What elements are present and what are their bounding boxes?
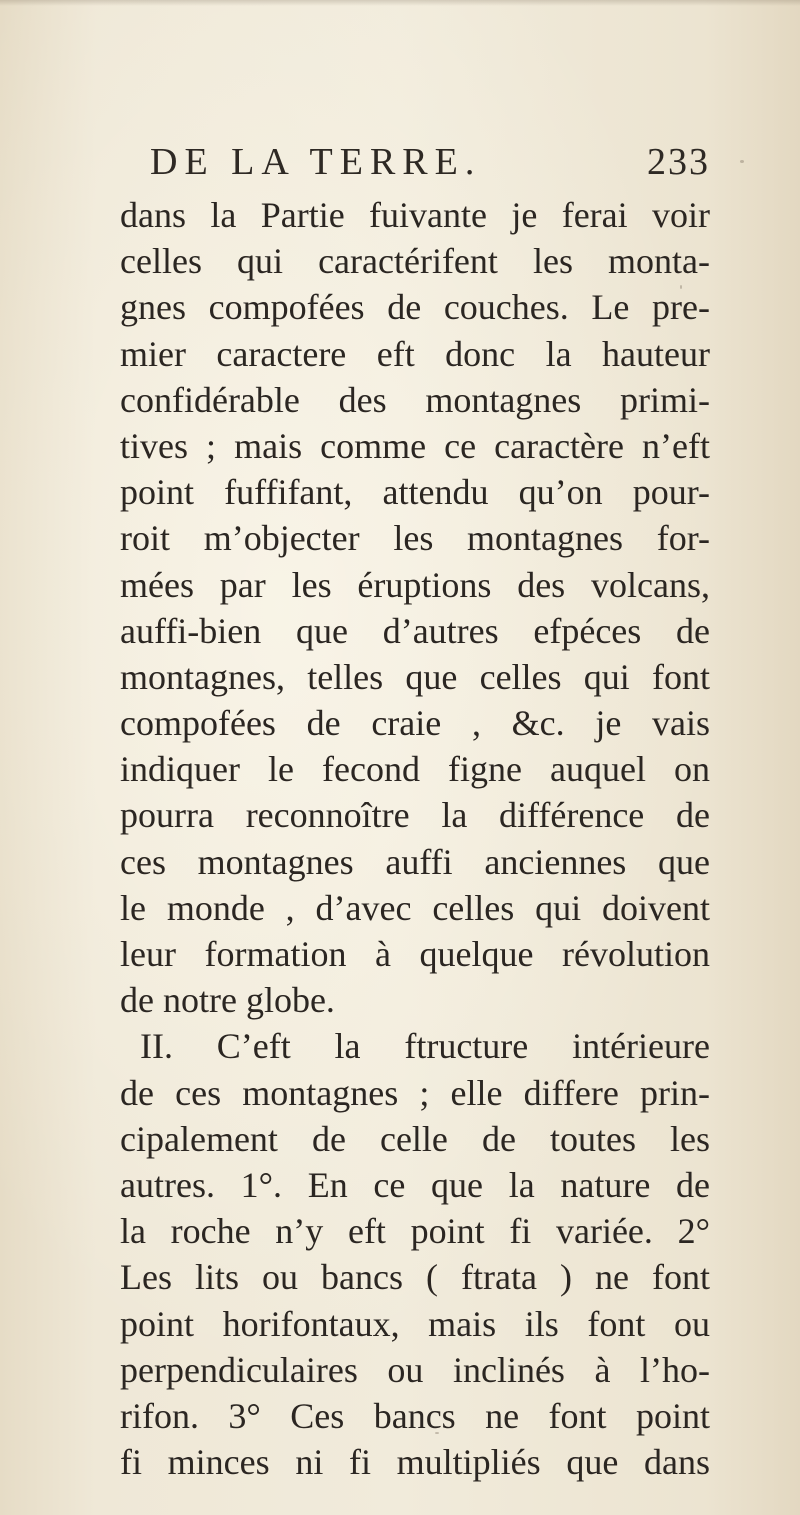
text-line: dans la Partie fuivante je ferai voir	[120, 195, 710, 235]
paper-speck	[435, 1432, 439, 1434]
text-line: de ces montagnes ; elle differe prin-	[120, 1072, 710, 1113]
text-line: celles qui caractérifent les monta-	[120, 241, 710, 282]
text-line: la roche n’y eft point fi variée. 2°	[120, 1211, 710, 1252]
text-line: montagnes, telles que celles qui font	[120, 656, 710, 697]
text-line: autres. 1°. En ce que la nature de	[120, 1164, 710, 1205]
text-line: mées par les éruptions des volcans,	[120, 564, 710, 605]
text-line: point horifontaux, mais ils font ou	[120, 1303, 710, 1344]
text-line: point fuffifant, attendu qu’on pour-	[120, 472, 710, 513]
running-head-title: DE LA TERRE.	[150, 141, 482, 183]
text-line: ces montagnes auffi anciennes que	[120, 841, 710, 882]
text-line: compofées de craie , &c. je vais	[120, 703, 710, 744]
text-line: cipalement de celle de toutes les	[120, 1118, 710, 1159]
text-line: gnes compofées de couches. Le pre-	[120, 287, 710, 328]
body-text	[120, 192, 710, 1485]
text-line: indiquer le fecond figne auquel on	[120, 749, 710, 790]
text-line: fi minces ni fi multipliés que dans	[120, 1442, 710, 1483]
text-line: mier caractere eft donc la hauteur	[120, 333, 710, 374]
page-top-edge-shadow	[0, 0, 800, 6]
text-line: confidérable des montagnes primi-	[120, 379, 710, 420]
paper-speck	[740, 160, 744, 163]
text-line: tives ; mais comme ce caractère n’eft	[120, 425, 710, 466]
text-line: rifon. 3° Ces bancs ne font point	[120, 1395, 710, 1436]
running-head	[150, 140, 710, 190]
text-line: Les lits ou bancs ( ftrata ) ne font	[120, 1257, 710, 1298]
paper-speck	[680, 285, 682, 289]
page-number: 233	[647, 141, 710, 183]
text-line: pourra reconnoître la différence de	[120, 795, 710, 836]
text-line-paragraph-start: II. C’eft la ftructure intérieure	[140, 1026, 710, 1067]
text-line-paragraph-end: de notre globe.	[120, 980, 335, 1021]
text-line: roit m’objecter les montagnes for-	[120, 518, 710, 559]
text-line: perpendiculaires ou inclinés à l’ho-	[120, 1349, 710, 1390]
text-line: le monde , d’avec celles qui doivent	[120, 887, 710, 928]
text-line: auffi-bien que d’autres efpéces de	[120, 610, 710, 651]
text-line: leur formation à quelque révolution	[120, 934, 710, 974]
